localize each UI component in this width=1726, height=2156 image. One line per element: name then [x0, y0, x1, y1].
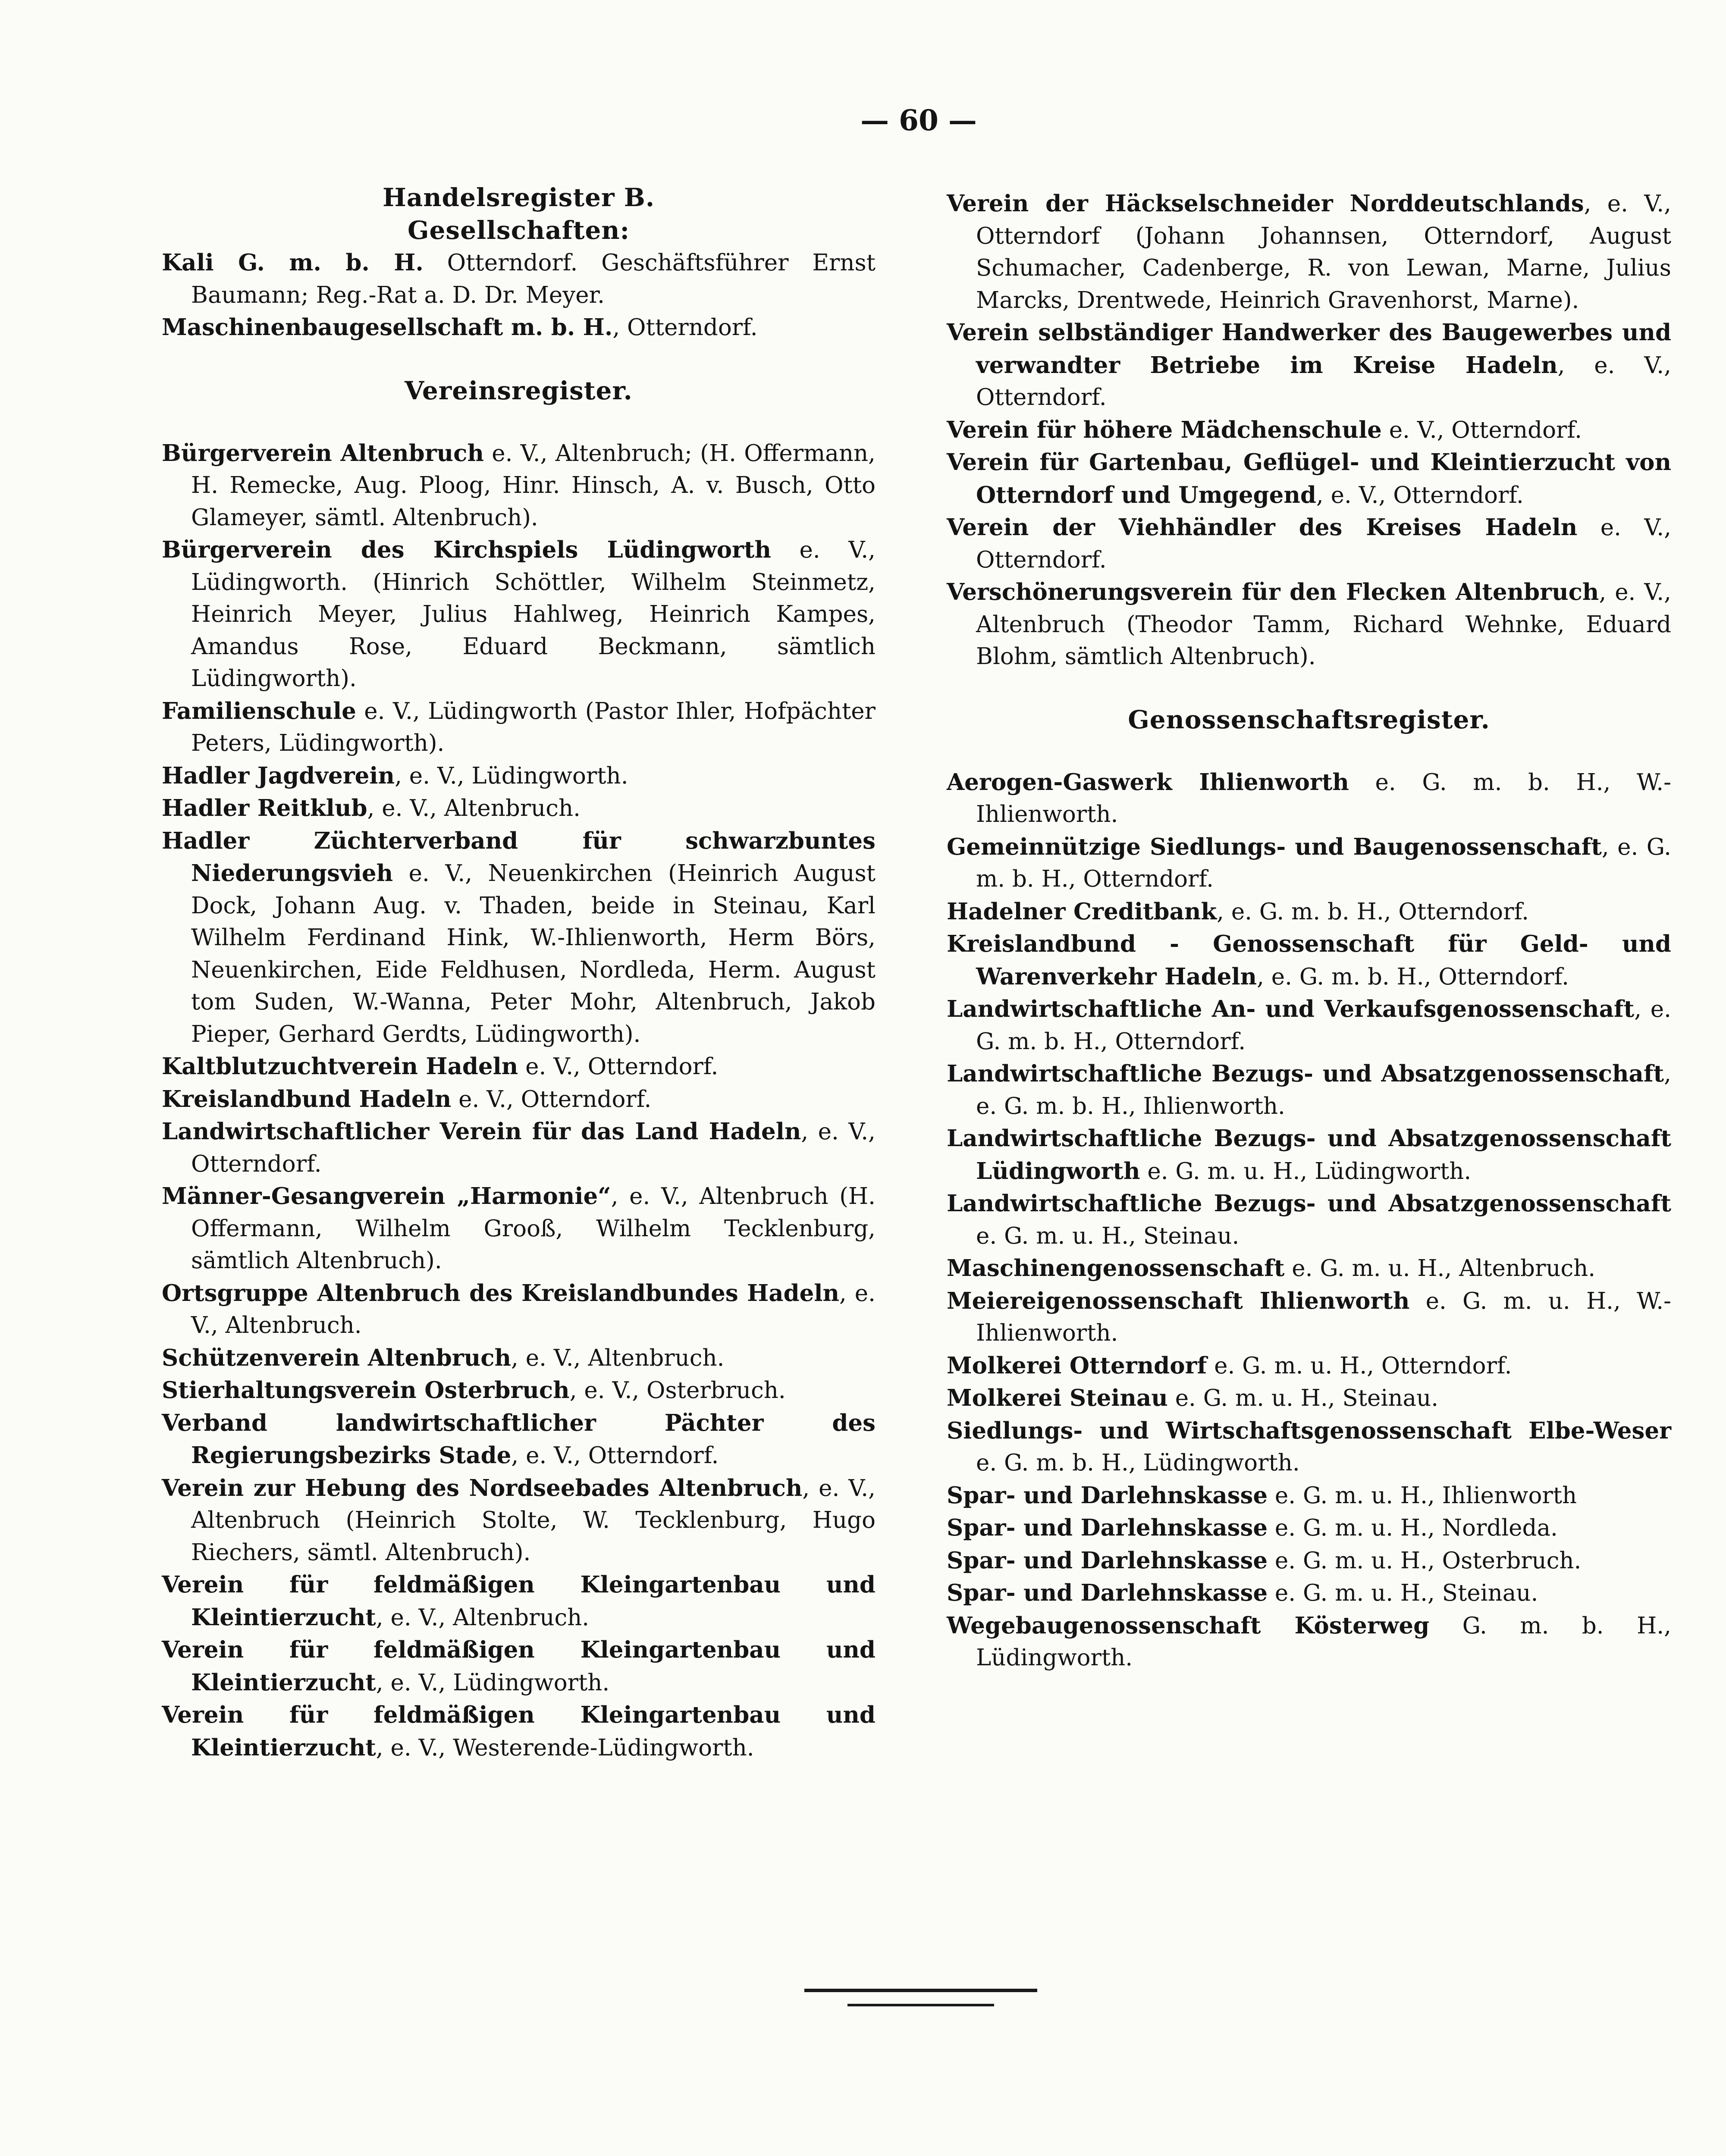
entry-name: Bürgerverein des Kirchspiels Lüdingworth: [162, 536, 771, 563]
register-entry: [162, 695, 876, 760]
entry-name: Spar- und Darlehnskasse: [947, 1547, 1268, 1574]
entry-details: , e. V., Altenbruch.: [367, 795, 581, 821]
entry-details: e. G. m. u. H., Altenbruch.: [1284, 1255, 1596, 1282]
entry-details: , e. V., Altenbruch (Theodor Tamm, Richard Wehnke, Eduard Blohm, sämtlich Altenbruch).: [976, 579, 1671, 670]
register-entry: [947, 928, 1671, 993]
register-entry: [947, 1058, 1671, 1122]
genossenschaft-list: [947, 766, 1671, 1674]
register-entry: [947, 188, 1671, 317]
register-entry: [947, 1382, 1671, 1415]
register-entry: [947, 1350, 1671, 1382]
entry-details: e. V., Otterndorf.: [1381, 417, 1582, 443]
entry-name: Verein zur Hebung des Nordseebades Altenbruch: [162, 1474, 803, 1501]
entry-name: Verein für feldmäßigen Kleingartenbau und Kleintierzucht: [162, 1571, 876, 1631]
entry-name: Verschönerungsverein für den Flecken Altenbruch: [947, 579, 1599, 605]
company-list: [162, 247, 876, 344]
entry-details: , e. G. m. b. H., Otterndorf.: [976, 834, 1671, 892]
register-entry: [162, 1634, 876, 1699]
entry-details: , e. V., Otterndorf.: [191, 1119, 876, 1177]
entry-name: Verein selbständiger Handwerker des Baugewerbes und verwandter Betriebe im Kreise Hadeln: [947, 319, 1671, 379]
register-entry: [947, 1188, 1671, 1252]
register-entry: [162, 1180, 876, 1277]
entry-details: , Otterndorf.: [612, 314, 758, 341]
entry-details: , e. V., Altenbruch (Heinrich Stolte, W. Tecklenburg, Hugo Riechers, sämtl. Altenbruch).: [191, 1475, 876, 1566]
entry-details: e. G. m. u. H., Ihlienworth: [1268, 1482, 1577, 1509]
entry-details: e. V., Otterndorf.: [518, 1053, 719, 1080]
register-entry: [947, 1512, 1671, 1545]
entry-name: Landwirtschaftlicher Verein für das Land Hadeln: [162, 1118, 801, 1145]
end-rule-long: [804, 1989, 1037, 1992]
register-entry: [162, 760, 876, 793]
end-rule-short: [847, 2004, 994, 2006]
entry-name: Aerogen-Gaswerk Ihlienworth: [947, 768, 1349, 796]
entry-name: Landwirtschaftliche Bezugs- und Absatzgenossenschaft: [947, 1190, 1671, 1217]
register-entry: [947, 1122, 1671, 1188]
entry-name: Kreislandbund - Genossenschaft für Geld- und Warenverkehr Hadeln: [947, 931, 1671, 990]
register-entry: [947, 993, 1671, 1058]
left-column: [162, 181, 876, 1764]
entry-name: Verein für höhere Mädchenschule: [947, 416, 1382, 443]
entry-details: e. G. m. u. H., Osterbruch.: [1268, 1547, 1582, 1574]
entry-name: Gemeinnützige Siedlungs- und Baugenossenschaft: [947, 833, 1602, 860]
entry-name: Kali G. m. b. H.: [162, 249, 424, 276]
register-entry: [947, 511, 1671, 576]
register-entry: [162, 1569, 876, 1634]
register-entry: [947, 1577, 1671, 1610]
entry-details: e. V., Altenbruch; (H. Offermann, H. Remecke, Aug. Ploog, Hinr. Hinsch, A. v. Busch, Otto Glameyer, sämtl. Altenbruch).: [191, 440, 876, 531]
entry-name: Landwirtschaftliche Bezugs- und Absatzgenossenschaft: [947, 1060, 1664, 1087]
entry-name: Verband landwirtschaftlicher Pächter des Regierungsbezirks Stade: [162, 1409, 876, 1469]
entry-name: Verein für feldmäßigen Kleingartenbau und Kleintierzucht: [162, 1636, 876, 1696]
register-entry: [162, 792, 876, 825]
register-entry: [947, 1610, 1671, 1674]
entry-details: , e. V., Lüdingworth.: [376, 1669, 610, 1696]
entry-details: e. G. m. b. H., W.-Ihlienworth.: [976, 769, 1671, 827]
register-entry: [162, 247, 876, 311]
entry-name: Ortsgruppe Altenbruch des Kreislandbundes Hadeln: [162, 1279, 840, 1307]
register-entry: [162, 825, 876, 1051]
entry-name: Hadelner Creditbank: [947, 898, 1217, 925]
heading-gesellschaften: Gesellschaften:: [408, 216, 630, 245]
entry-details: , e. V., Otterndorf.: [511, 1442, 719, 1469]
register-entry: [947, 1545, 1671, 1577]
heading-genossenschaftsregister: Genossenschaftsregister.: [1128, 705, 1490, 734]
register-entry: [947, 831, 1671, 896]
register-entry: [162, 1083, 876, 1116]
entry-name: Spar- und Darlehnskasse: [947, 1514, 1268, 1541]
entry-details: , e. V., Otterndorf.: [1316, 482, 1524, 508]
entry-name: Landwirtschaftliche An- und Verkaufsgenossenschaft: [947, 996, 1635, 1022]
entry-details: e. G. m. u. H., Steinau.: [1167, 1385, 1439, 1411]
register-entry: [162, 1116, 876, 1180]
entry-details: e. G. m. u. H., Lüdingworth.: [1140, 1158, 1472, 1185]
entry-name: Hadler Jagdverein: [162, 762, 395, 789]
entry-name: Bürgerverein Altenbruch: [162, 439, 484, 467]
entry-name: Spar- und Darlehnskasse: [947, 1579, 1268, 1606]
register-entry: [947, 576, 1671, 673]
register-entry: [162, 534, 876, 695]
entry-details: e. G. m. b. H., Lüdingworth.: [976, 1450, 1300, 1476]
entry-name: Maschinenbaugesellschaft m. b. H.: [162, 314, 613, 341]
entry-details: G. m. b. H., Lüdingworth.: [976, 1612, 1671, 1671]
entry-details: , e. G. m. b. H., Otterndorf.: [976, 996, 1671, 1055]
page-number: — 60 —: [860, 103, 977, 137]
register-entry: [162, 1050, 876, 1083]
verein-list-right: [947, 188, 1671, 673]
entry-name: Verein für feldmäßigen Kleingartenbau und Kleintierzucht: [162, 1702, 876, 1761]
register-entry: [947, 1479, 1671, 1512]
entry-details: , e. V., Osterbruch.: [569, 1377, 786, 1404]
entry-details: , e. V., Altenbruch.: [376, 1604, 590, 1631]
register-entry: [947, 317, 1671, 414]
register-entry: [162, 1472, 876, 1569]
entry-name: Schützenverein Altenbruch: [162, 1344, 512, 1371]
register-entry: [947, 896, 1671, 928]
register-entry: [947, 766, 1671, 831]
heading-vereinsregister: Vereinsregister.: [405, 376, 633, 405]
entry-details: e. G. m. u. H., Nordleda.: [1268, 1515, 1558, 1541]
entry-details: e. V., Lüdingworth. (Hinrich Schöttler, Wilhelm Steinmetz, Heinrich Meyer, Julius Hahlweg, Heinrich Kampes, Amandus Rose, Eduard Beckmann, sämtlich Lüdingworth).: [191, 537, 876, 692]
register-entry: [947, 414, 1671, 447]
entry-details: , e. G. m. b. H., Otterndorf.: [1257, 963, 1569, 990]
entry-name: Kreislandbund Hadeln: [162, 1085, 452, 1112]
register-entry: [947, 1285, 1671, 1350]
entry-name: Wegebaugenossenschaft Kösterweg: [947, 1612, 1430, 1639]
register-entry: [162, 1374, 876, 1407]
entry-name: Verein der Viehhändler des Kreises Hadeln: [947, 514, 1578, 541]
entry-name: Hadler Reitklub: [162, 795, 367, 821]
register-entry: [947, 1415, 1671, 1479]
entry-details: , e. V., Altenbruch (H. Offermann, Wilhelm Grooß, Wilhelm Tecklenburg, sämtlich Altenbruch).: [191, 1183, 876, 1274]
entry-name: Hadler Züchterverband für schwarzbuntes Niederungsvieh: [162, 827, 876, 887]
right-column: [947, 188, 1671, 1674]
entry-name: Verein für Gartenbau, Geflügel- und Kleintierzucht von Otterndorf und Umgegend: [947, 449, 1671, 508]
entry-details: , e. V., Altenbruch.: [511, 1344, 725, 1371]
register-entry: [162, 1342, 876, 1375]
entry-name: Landwirtschaftliche Bezugs- und Absatzgenossenschaft Lüdingworth: [947, 1125, 1671, 1185]
entry-name: Kaltblutzuchtverein Hadeln: [162, 1053, 518, 1080]
entry-details: e. G. m. u. H., W.-Ihlienworth.: [976, 1288, 1672, 1346]
entry-name: Maschinengenossenschaft: [947, 1255, 1285, 1282]
register-entry: [947, 1252, 1671, 1285]
entry-details: , e. G. m. b. H., Ihlienworth.: [976, 1061, 1671, 1119]
register-entry: [162, 1277, 876, 1342]
entry-details: , e. G. m. b. H., Otterndorf.: [1217, 898, 1529, 925]
entry-details: , e. V., Otterndorf (Johann Johannsen, Otterndorf, August Schumacher, Cadenberge, R. von Lewan, Marne, Julius Marcks, Drentwede, Heinrich Gravenhorst, Marne).: [976, 191, 1671, 313]
entry-name: Meiereigenossenschaft Ihlienworth: [947, 1287, 1410, 1314]
register-entry: [162, 437, 876, 534]
entry-details: , e. V., Lüdingworth.: [395, 762, 628, 789]
entry-details: e. V., Neuenkirchen (Heinrich August Dock, Johann Aug. v. Thaden, beide in Steinau, Karl Wilhelm Ferdinand Hink, W.-Ihlienworth, Herm Börs, Neuenkirchen, Eide Feldhusen, Nordleda, Herm. August tom Suden, W.-Wanna, Peter Mohr, Altenbruch, Jakob Pieper, Gerhard Gerdts, Lüdingworth).: [191, 860, 876, 1047]
entry-details: e. V., Otterndorf.: [976, 514, 1671, 573]
entry-name: Molkerei Otterndorf: [947, 1352, 1207, 1379]
entry-details: e. G. m. u. H., Otterndorf.: [1207, 1352, 1512, 1379]
entry-name: Männer-Gesangverein „Harmonie“: [162, 1183, 611, 1210]
entry-name: Familienschule: [162, 697, 356, 724]
heading-handelsregister: Handelsregister B.: [382, 183, 655, 212]
entry-details: , e. V., Otterndorf.: [976, 352, 1671, 411]
register-entry: [162, 311, 876, 344]
register-entry: [162, 1407, 876, 1472]
entry-name: Molkerei Steinau: [947, 1385, 1168, 1411]
entry-details: e. G. m. u. H., Steinau.: [1268, 1580, 1538, 1606]
register-entry: [162, 1699, 876, 1764]
entry-details: Otterndorf. Geschäftsführer Ernst Baumann; Reg.-Rat a. D. Dr. Meyer.: [191, 250, 876, 308]
entry-details: e. G. m. u. H., Steinau.: [976, 1222, 1240, 1249]
entry-name: Stierhaltungsverein Osterbruch: [162, 1377, 570, 1404]
entry-details: e. V., Otterndorf.: [451, 1086, 652, 1112]
entry-name: Siedlungs- und Wirtschaftsgenossenschaft Elbe-Weser: [947, 1417, 1671, 1444]
entry-details: , e. V., Westerende-Lüdingworth.: [376, 1734, 754, 1761]
entry-details: , e. V., Altenbruch.: [191, 1280, 876, 1338]
verein-list-left: [162, 437, 876, 1764]
register-entry: [947, 446, 1671, 511]
entry-name: Verein der Häckselschneider Norddeutschlands: [947, 190, 1584, 217]
entry-name: Spar- und Darlehnskasse: [947, 1482, 1268, 1509]
entry-details: e. V., Lüdingworth (Pastor Ihler, Hofpächter Peters, Lüdingworth).: [191, 698, 876, 756]
